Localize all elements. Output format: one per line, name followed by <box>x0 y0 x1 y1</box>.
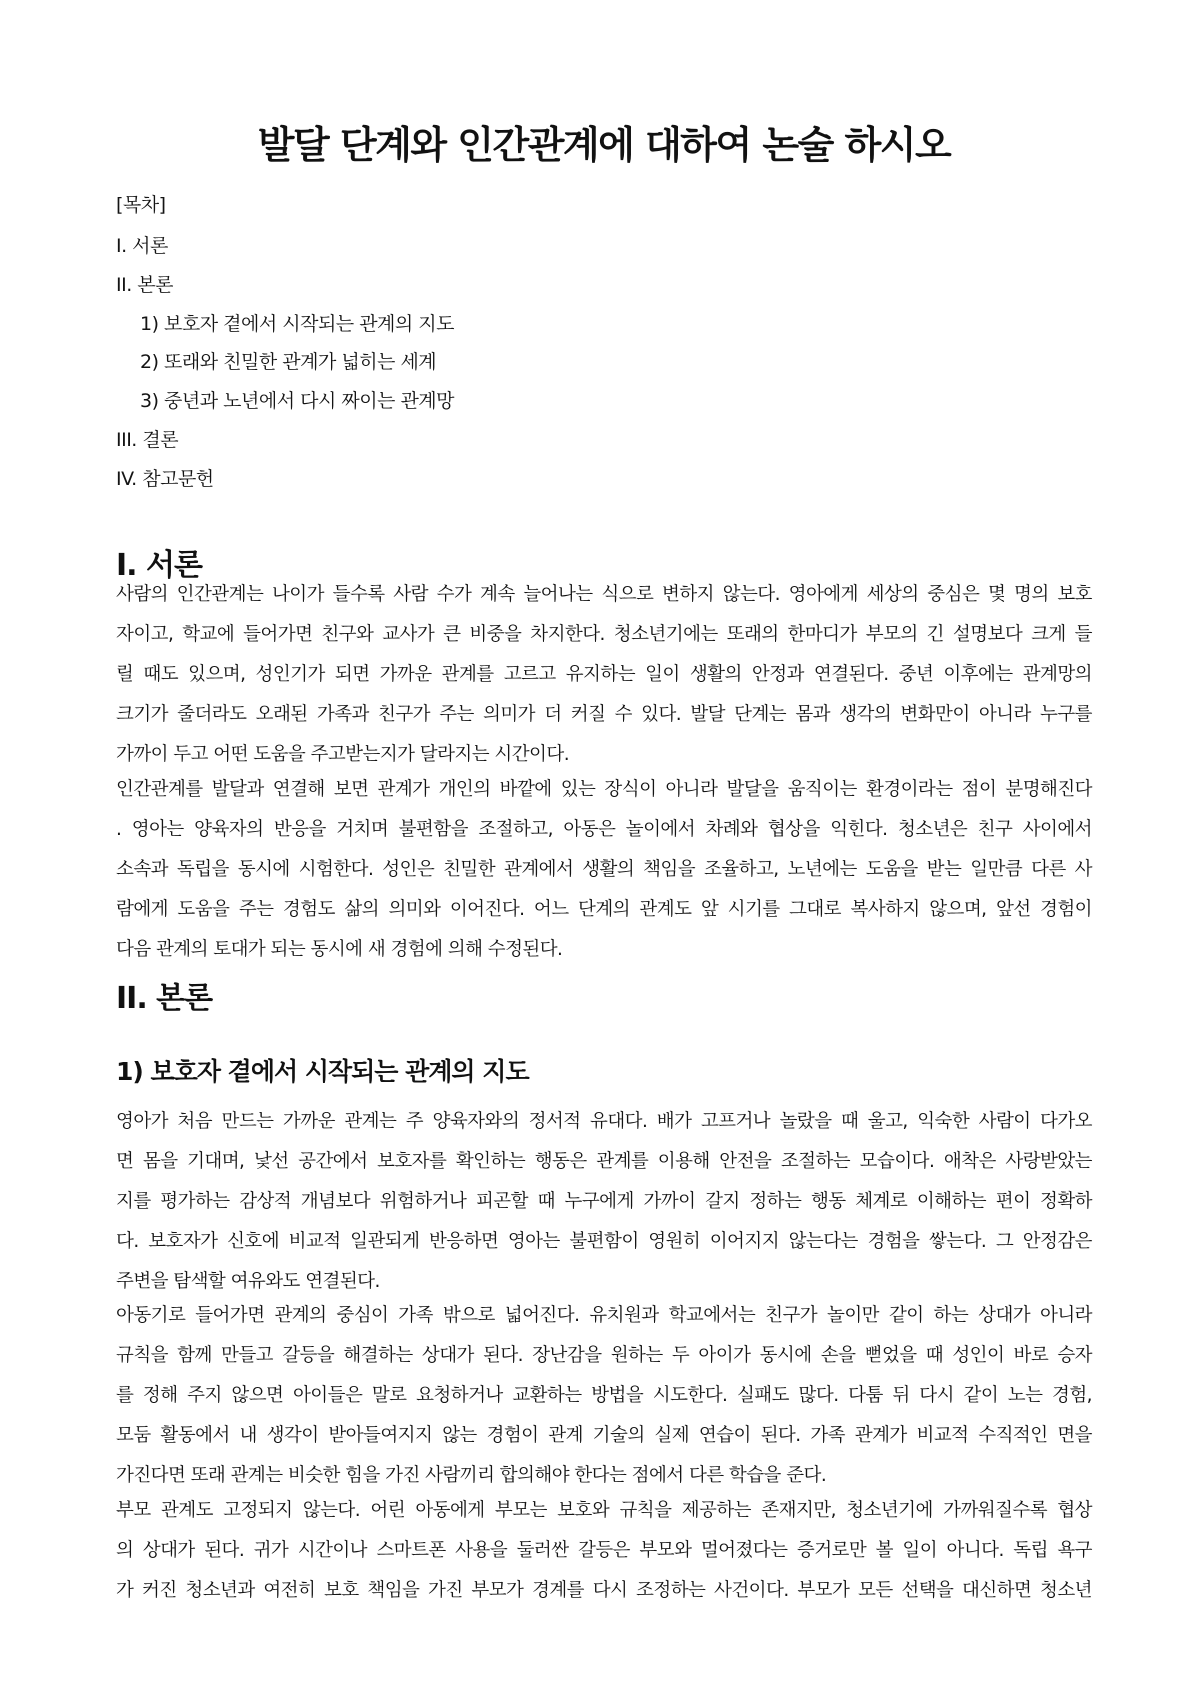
body-paragraph-1 <box>116 1102 1092 1302</box>
text-line: 다음 관계의 토대가 되는 동시에 새 경험에 의해 수정된다. <box>116 939 563 960</box>
text-line: 람에게 도움을 주는 경험도 삶의 의미와 이어진다. 어느 단계의 관계도 앞 시기를 그대로 복사하지 않으며, 앞선 경험이 <box>116 899 1092 920</box>
text-line: 의 상대가 된다. 귀가 시간이나 스마트폰 사용을 둘러싼 갈등은 부모와 멀어졌다는 증거로만 볼 일이 아니다. 독립 욕구 <box>116 1540 1092 1561</box>
text-line: 부모 관계도 고정되지 않는다. 어린 아동에게 부모는 보호와 규칙을 제공하는 존재지만, 청소년기에 가까워질수록 협상 <box>116 1500 1092 1521</box>
text-line: 지를 평가하는 감상적 개념보다 위험하거나 피곤할 때 누구에게 가까이 갈지 정하는 행동 체계로 이해하는 편이 정확하 <box>116 1191 1092 1212</box>
text-line: 가 커진 청소년과 여전히 보호 책임을 가진 부모가 경계를 다시 조정하는 사건이다. 부모가 모든 선택을 대신하면 청소년 <box>116 1580 1092 1601</box>
toc-item-references: IV. 참고문헌 <box>116 468 214 490</box>
text-line: 규칙을 함께 만들고 갈등을 해결하는 상대가 된다. 장난감을 원하는 두 아이가 동시에 손을 뻗었을 때 성인이 바로 승자 <box>116 1345 1092 1366</box>
text-line: 자이고, 학교에 들어가면 친구와 교사가 큰 비중을 차지한다. 청소년기에는 또래의 한마디가 부모의 긴 설명보다 크게 들 <box>116 624 1092 645</box>
toc-item-body: II. 본론 <box>116 274 173 296</box>
section-heading-intro: I. 서론 <box>116 548 202 583</box>
text-line: 다. 보호자가 신호에 비교적 일관되게 반응하면 영아는 불편함이 영원히 이어지지 않는다는 경험을 쌓는다. 그 안정감은 <box>116 1231 1092 1252</box>
text-line: 소속과 독립을 동시에 시험한다. 성인은 친밀한 관계에서 생활의 책임을 조율하고, 노년에는 도움을 받는 일만큼 다른 사 <box>116 859 1092 880</box>
text-line: 가까이 두고 어떤 도움을 주고받는지가 달라지는 시간이다. <box>116 744 570 765</box>
text-line: 크기가 줄더라도 오래된 가족과 친구가 주는 의미가 더 커질 수 있다. 발달 단계는 몸과 생각의 변화만이 아니라 누구를 <box>116 704 1092 725</box>
intro-paragraph-1 <box>116 575 1092 775</box>
text-line: 가진다면 또래 관계는 비슷한 힘을 가진 사람끼리 합의해야 한다는 점에서 다른 학습을 준다. <box>116 1465 827 1486</box>
text-line: . 영아는 양육자의 반응을 거치며 불편함을 조절하고, 아동은 놀이에서 차례와 협상을 익힌다. 청소년은 친구 사이에서 <box>116 819 1092 840</box>
toc-heading: [목차] <box>116 194 166 216</box>
toc-subitem-2: 2) 또래와 친밀한 관계가 넓히는 세계 <box>140 351 437 373</box>
text-line: 아동기로 들어가면 관계의 중심이 가족 밖으로 넓어진다. 유치원과 학교에서는 친구가 놀이만 같이 하는 상대가 아니라 <box>116 1305 1092 1326</box>
subsection-heading-1: 1) 보호자 곁에서 시작되는 관계의 지도 <box>116 1057 529 1086</box>
toc-subitem-1: 1) 보호자 곁에서 시작되는 관계의 지도 <box>140 313 455 335</box>
text-line: 사람의 인간관계는 나이가 들수록 사람 수가 계속 늘어나는 식으로 변하지 않는다. 영아에게 세상의 중심은 몇 명의 보호 <box>116 584 1092 605</box>
text-line: 모둠 활동에서 내 생각이 받아들여지지 않는 경험이 관계 기술의 실제 연습이 된다. 가족 관계가 비교적 수직적인 면을 <box>116 1425 1092 1446</box>
body-paragraph-3 <box>116 1491 1092 1611</box>
text-line: 를 정해 주지 않으면 아이들은 말로 요청하거나 교환하는 방법을 시도한다. 실패도 많다. 다툼 뒤 다시 같이 노는 경험, <box>116 1385 1092 1406</box>
toc-subitem-3: 3) 중년과 노년에서 다시 짜이는 관계망 <box>140 390 455 412</box>
toc-item-conclusion: III. 결론 <box>116 429 179 451</box>
intro-paragraph-2 <box>116 770 1092 970</box>
text-line: 면 몸을 기대며, 낯선 공간에서 보호자를 확인하는 행동은 관계를 이용해 안전을 조절하는 모습이다. 애착은 사랑받았는 <box>116 1151 1092 1172</box>
text-line: 릴 때도 있으며, 성인기가 되면 가까운 관계를 고르고 유지하는 일이 생활의 안정과 연결된다. 중년 이후에는 관계망의 <box>116 664 1092 685</box>
body-paragraph-2 <box>116 1296 1092 1496</box>
section-heading-body: II. 본론 <box>116 981 213 1016</box>
text-line: 인간관계를 발달과 연결해 보면 관계가 개인의 바깥에 있는 장식이 아니라 발달을 움직이는 환경이라는 점이 분명해진다 <box>116 779 1092 800</box>
text-line: 영아가 처음 만드는 가까운 관계는 주 양육자와의 정서적 유대다. 배가 고프거나 놀랐을 때 울고, 익숙한 사람이 다가오 <box>116 1111 1092 1132</box>
toc-item-intro: I. 서론 <box>116 235 168 257</box>
document-title: 발달 단계와 인간관계에 대하여 논술 하시오 <box>257 123 951 167</box>
text-line: 주변을 탐색할 여유와도 연결된다. <box>116 1271 380 1292</box>
